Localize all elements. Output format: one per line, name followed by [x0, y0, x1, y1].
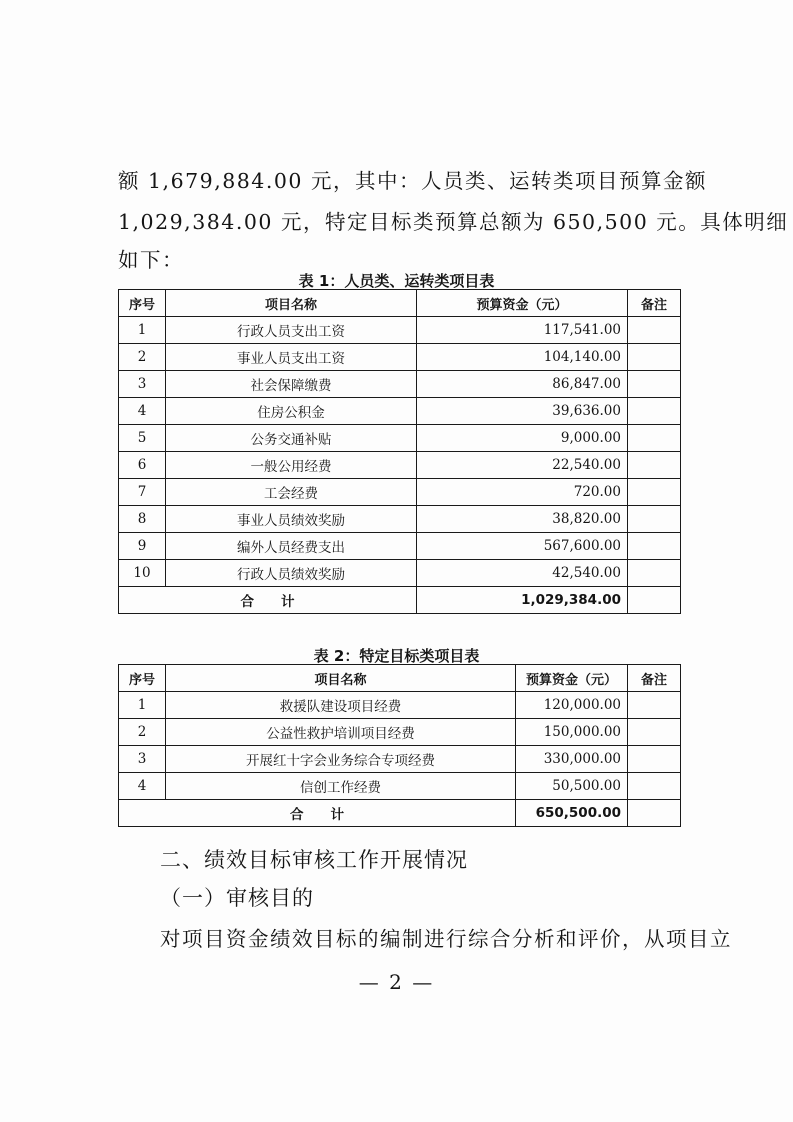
- row-no: 1: [119, 692, 166, 719]
- table-row: [119, 452, 681, 479]
- row-note: [628, 452, 681, 479]
- row-name: 开展红十字会业务综合专项经费: [166, 746, 516, 773]
- row-no: 4: [119, 398, 166, 425]
- table-row: [119, 506, 681, 533]
- table-row: [119, 479, 681, 506]
- table1-total-note: [628, 587, 681, 614]
- row-note: [628, 719, 681, 746]
- intro-line-2: 1,029,384.00 元，特定目标类预算总额为 650,500 元。具体明细: [118, 210, 789, 234]
- table-row: [119, 560, 681, 587]
- table1-caption: 表 1：人员类、运转类项目表: [298, 272, 495, 290]
- row-no: 10: [119, 560, 166, 587]
- section-subheading: （一）审核目的: [160, 886, 314, 910]
- row-no: 3: [119, 371, 166, 398]
- row-no: 7: [119, 479, 166, 506]
- table1: [118, 289, 681, 614]
- row-note: [628, 317, 681, 344]
- table-row: [119, 719, 681, 746]
- row-name: 工会经费: [166, 479, 417, 506]
- table-row: [119, 773, 681, 800]
- table-row: [119, 317, 681, 344]
- table1-total-amount: 1,029,384.00: [417, 587, 628, 614]
- row-name: 公务交通补贴: [166, 425, 417, 452]
- row-note: [628, 506, 681, 533]
- section-body: 对项目资金绩效目标的编制进行综合分析和评价，从项目立: [160, 927, 732, 951]
- section-heading: 二、绩效目标审核工作开展情况: [160, 848, 468, 872]
- row-amount: 39,636.00: [417, 398, 628, 425]
- row-no: 2: [119, 344, 166, 371]
- table-row: [119, 746, 681, 773]
- table2-header-note: 备注: [628, 665, 681, 692]
- row-name: 事业人员绩效奖励: [166, 506, 417, 533]
- page-number: — 2 —: [358, 970, 435, 994]
- row-no: 5: [119, 425, 166, 452]
- row-name: 事业人员支出工资: [166, 344, 417, 371]
- row-amount: 9,000.00: [417, 425, 628, 452]
- row-name: 信创工作经费: [166, 773, 516, 800]
- table-row: [119, 692, 681, 719]
- row-amount: 330,000.00: [516, 746, 628, 773]
- row-amount: 86,847.00: [417, 371, 628, 398]
- row-name: 行政人员支出工资: [166, 317, 417, 344]
- row-name: 一般公用经费: [166, 452, 417, 479]
- row-note: [628, 371, 681, 398]
- intro-line-1: 额 1,679,884.00 元，其中：人员类、运转类项目预算金额: [118, 169, 707, 193]
- row-name: 社会保障缴费: [166, 371, 417, 398]
- row-note: [628, 344, 681, 371]
- row-note: [628, 560, 681, 587]
- row-no: 8: [119, 506, 166, 533]
- row-name: 编外人员经费支出: [166, 533, 417, 560]
- row-amount: 150,000.00: [516, 719, 628, 746]
- table2-total-amount: 650,500.00: [516, 800, 628, 827]
- table2-header-row: [119, 665, 681, 692]
- table2-header-no: 序号: [119, 665, 166, 692]
- table2-header-amount: 预算资金（元）: [516, 665, 628, 692]
- row-note: [628, 425, 681, 452]
- table1-total-label: 合 计: [119, 587, 417, 614]
- row-amount: 22,540.00: [417, 452, 628, 479]
- table2-total-row: [119, 800, 681, 827]
- row-amount: 120,000.00: [516, 692, 628, 719]
- row-amount: 104,140.00: [417, 344, 628, 371]
- row-name: 救援队建设项目经费: [166, 692, 516, 719]
- row-name: 住房公积金: [166, 398, 417, 425]
- row-amount: 720.00: [417, 479, 628, 506]
- row-name: 行政人员绩效奖励: [166, 560, 417, 587]
- table2-total-label: 合 计: [119, 800, 516, 827]
- table2-total-note: [628, 800, 681, 827]
- row-note: [628, 479, 681, 506]
- row-no: 1: [119, 317, 166, 344]
- table-row: [119, 344, 681, 371]
- intro-line-3: 如下：: [118, 248, 184, 272]
- table1-header-no: 序号: [119, 290, 166, 317]
- table1-header-note: 备注: [628, 290, 681, 317]
- row-amount: 38,820.00: [417, 506, 628, 533]
- row-name: 公益性救护培训项目经费: [166, 719, 516, 746]
- table-row: [119, 425, 681, 452]
- row-no: 6: [119, 452, 166, 479]
- row-no: 2: [119, 719, 166, 746]
- row-note: [628, 692, 681, 719]
- table2-header-name: 项目名称: [166, 665, 516, 692]
- row-amount: 42,540.00: [417, 560, 628, 587]
- table-row: [119, 533, 681, 560]
- row-note: [628, 746, 681, 773]
- table1-header-name: 项目名称: [166, 290, 417, 317]
- row-amount: 567,600.00: [417, 533, 628, 560]
- table2-caption: 表 2：特定目标类项目表: [313, 647, 480, 665]
- table-row: [119, 398, 681, 425]
- row-note: [628, 533, 681, 560]
- row-amount: 117,541.00: [417, 317, 628, 344]
- row-no: 9: [119, 533, 166, 560]
- table2: [118, 664, 681, 827]
- table1-total-row: [119, 587, 681, 614]
- row-note: [628, 398, 681, 425]
- row-no: 3: [119, 746, 166, 773]
- row-amount: 50,500.00: [516, 773, 628, 800]
- row-note: [628, 773, 681, 800]
- row-no: 4: [119, 773, 166, 800]
- table1-header-row: [119, 290, 681, 317]
- table1-header-amount: 预算资金（元）: [417, 290, 628, 317]
- table-row: [119, 371, 681, 398]
